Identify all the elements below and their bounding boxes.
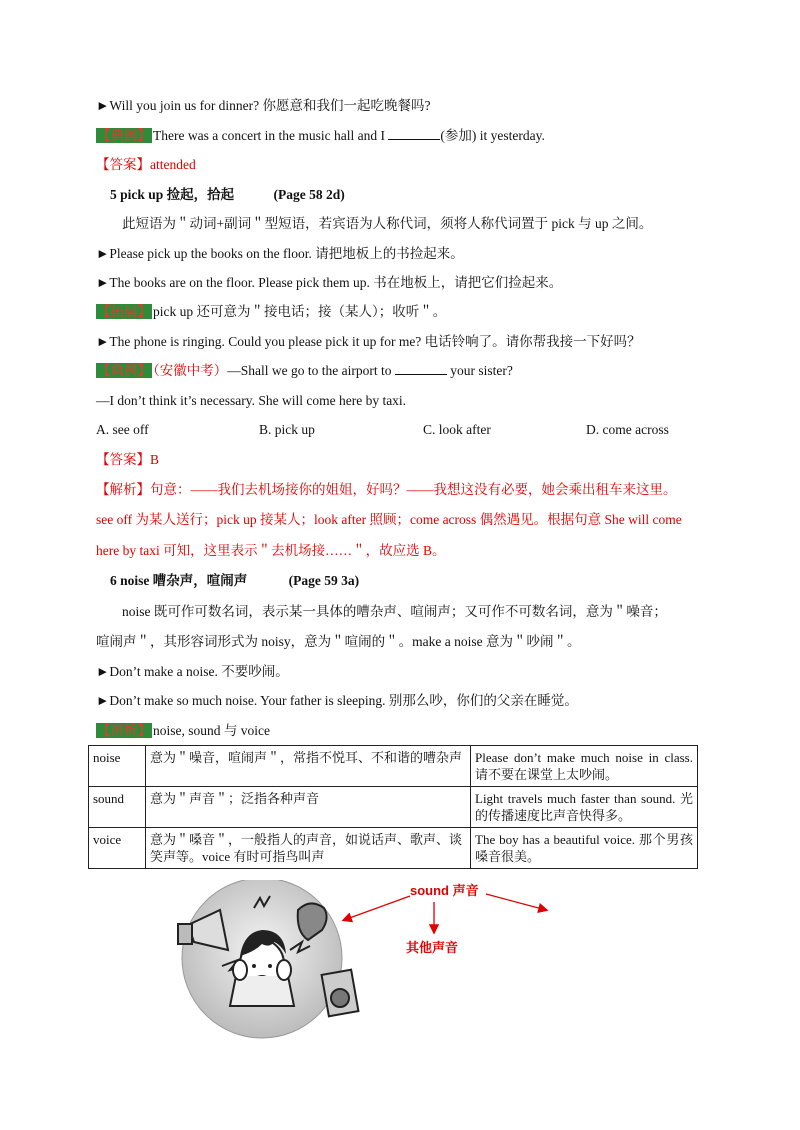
extension-text: pick up 还可意为＂接电话；接（某人）；收听＂。 [153, 304, 447, 319]
analysis-line: 【解析】句意：——我们去机场接你的姐姐，好吗？——我想这没有必要，她会乘出租车来这里。 [96, 482, 677, 497]
label-other-sounds: 其他声音 [406, 940, 459, 955]
tag-typical-example: 【典例】 [97, 128, 151, 143]
exam-source: （安徽中考） [153, 363, 228, 378]
distinction [96, 722, 270, 740]
typical-example-1 [96, 127, 545, 145]
question-text: your sister? [446, 363, 513, 378]
example-sentence: ►The phone is ringing. Could you please pick it up for me? 电话铃响了。请你帮我接一下好吗？ [96, 334, 641, 349]
extension [96, 303, 446, 321]
table-cell: Light travels much faster than sound. 光的传播速度比声音快得多。 [471, 787, 698, 828]
comparison-table [88, 745, 698, 869]
distinction-text: noise, sound 与 voice [153, 723, 270, 738]
heading-text: 6 noise 嘈杂声，喧闹声 [110, 573, 248, 588]
table-cell: The boy has a beautiful voice. 那个男孩嗓音很美。 [471, 828, 698, 869]
example-sentence: ►Will you join us for dinner? 你愿意和我们一起吃晚餐吗? [96, 98, 431, 113]
arrow-icon [344, 896, 410, 920]
typical-example-2 [96, 362, 513, 380]
blank [388, 127, 440, 140]
analysis-line: here by taxi 可知，这里表示＂去机场接……＂，故应选 B。 [96, 543, 446, 558]
table-cell: noise [89, 746, 146, 787]
table-cell: sound [89, 787, 146, 828]
example-sentence: ►Please pick up the books on the floor. 请把地板上的书捡起来。 [96, 246, 464, 261]
tag-extension: 【拓展】 [97, 304, 151, 319]
label-sound: sound 声音 [410, 883, 479, 898]
heading-text: 5 pick up 捡起，拾起 [110, 187, 235, 202]
question-text: There was a concert in the music hall and I [153, 128, 389, 143]
arrow-icon [486, 894, 546, 910]
option-a: A. see off [96, 422, 149, 437]
question-text: —Shall we go to the airport to [227, 363, 395, 378]
answer-2: 【答案】B [96, 452, 160, 467]
option-b: B. pick up [259, 422, 315, 437]
question-text: —I don’t think it’s necessary. She will come here by taxi. [96, 393, 407, 408]
noise-illustration [170, 880, 570, 1040]
answer-1: 【答案】attended [96, 157, 196, 172]
paragraph: 此短语为＂动词+副词＂型短语，若宾语为人称代词，须将人称代词置于 pick 与 up 之间。 [122, 216, 653, 231]
table-cell: voice [89, 828, 146, 869]
page-ref: (Page 59 3a) [288, 573, 360, 588]
table-cell: 意为＂噪音，喧闹声＂，常指不悦耳、不和谐的嘈杂声 [146, 746, 471, 787]
table-row [89, 787, 698, 828]
tag-distinction: 【辨析】 [97, 723, 151, 738]
example-sentence: ►The books are on the floor. Please pick them up. 书在地板上，请把它们捡起来。 [96, 275, 563, 290]
question-text: (参加) it yesterday. [440, 128, 545, 143]
speaker-icon [322, 970, 359, 1017]
table-row [89, 746, 698, 787]
table-cell: 意为＂嗓音＂，一般指人的声音，如说话声、歌声、谈笑声等。voice 有时可指鸟叫声 [146, 828, 471, 869]
heading-noise [110, 572, 359, 590]
option-d: D. come across [586, 422, 669, 437]
options [96, 421, 696, 439]
analysis-line: see off 为某人送行；pick up 接某人；look after 照顾；come across 偶然遇见。根据句意 She will come [96, 512, 682, 527]
page-ref: (Page 58 2d) [273, 187, 345, 202]
illustration-svg [170, 880, 570, 1040]
table-cell: Please don’t make much noise in class. 请不要在课堂上太吵闹。 [471, 746, 698, 787]
heading-pick-up [110, 186, 345, 204]
tag-typical-example: 【典例】 [97, 363, 151, 378]
example-sentence: ►Don’t make a noise. 不要吵闹。 [96, 664, 289, 679]
example-sentence: ►Don’t make so much noise. Your father is sleeping. 别那么吵，你们的父亲在睡觉。 [96, 693, 578, 708]
option-c: C. look after [423, 422, 491, 437]
paragraph: noise 既可作可数名词，表示某一具体的嘈杂声、喧闹声；又可作不可数名词，意为＂噪音； [122, 604, 667, 619]
paragraph: 喧闹声＂，其形容词形式为 noisy，意为＂喧闹的＂。make a noise 意为＂吵闹＂。 [96, 634, 581, 649]
blank [395, 362, 447, 375]
table-cell: 意为＂声音＂；泛指各种声音 [146, 787, 471, 828]
table-row [89, 828, 698, 869]
